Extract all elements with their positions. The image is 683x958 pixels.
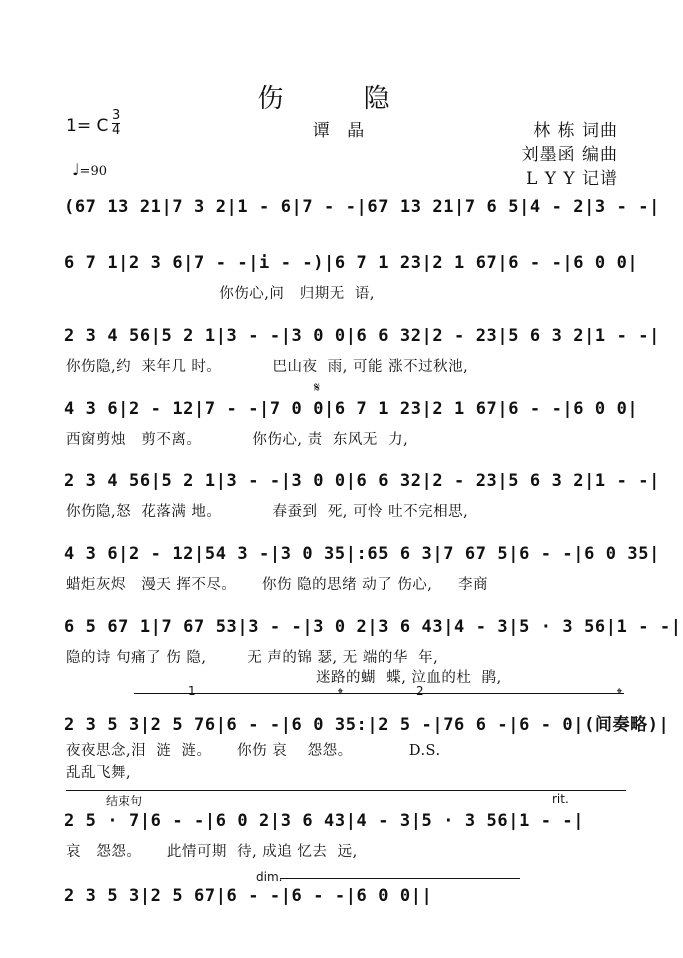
lyric-line-5: 你伤隐,怒 花落满 地。 春蚕到 死, 可怜 吐不完相思, xyxy=(66,504,469,520)
staff-line-6: 4 3 6|2 - 12|54 3 -|3 0 35|:65 6 3|7 67 5|6 - -|6 0 35| xyxy=(64,544,660,564)
lyric-line-3: 你伤隐,约 来年几 时。 巴山夜 雨, 可能 涨不过秋池, xyxy=(66,359,469,375)
transcriber: L Y Y 记谱 xyxy=(526,169,618,189)
lyric-line-9: 哀 怨怨。 此情可期 待, 成追 忆去 远, xyxy=(66,844,358,860)
dim-marking: dim. xyxy=(256,870,283,884)
lyric-line-4: 西窗剪烛 剪不离。 你伤心, 责 东风无 力, xyxy=(66,432,409,448)
lyricist-composer: 林 栋 词曲 xyxy=(533,121,618,141)
segno-icon: 𝄋 xyxy=(314,380,321,396)
quarter-note-icon: ♩ xyxy=(72,160,80,179)
lyric-line-6: 蜡炬灰烬 漫天 挥不尽。 你伤 隐的思绪 动了 伤心, 李商 xyxy=(66,577,488,593)
song-title: 伤 隐 xyxy=(257,84,426,114)
staff-line-3: 2 3 4 56|5 2 1|3 - -|3 0 0|6 6 32|2 - 23|5 6 3 2|1 - -| xyxy=(64,326,660,346)
arranger: 刘墨函 编曲 xyxy=(521,145,618,165)
lyric-line-8-alt: 乱乱飞舞, xyxy=(66,765,132,781)
staff-line-7: 6 5 67 1|7 67 53|3 - -|3 0 2|3 6 43|4 - 3|5 · 3 56|1 - -| xyxy=(64,617,682,637)
staff-line-5: 2 3 4 56|5 2 1|3 - -|3 0 0|6 6 32|2 - 23|5 6 3 2|1 - -| xyxy=(64,471,660,491)
staff-line-2: 6 7 1|2 3 6|7 - -|i - -)|6 7 1 23|2 1 67|6 - -|6 0 0| xyxy=(64,253,639,273)
meter-top: 3 xyxy=(112,108,121,123)
dim-line xyxy=(280,878,520,879)
staff-line-1: (67 13 21|7 3 2|1 - 6|7 - -|67 13 21|7 6 5|4 - 2|3 - -| xyxy=(64,197,660,217)
volta-bracket xyxy=(134,693,624,694)
lyric-line-8: 夜夜思念,泪 涟 涟。 你伤 哀 怨怨。 D.S. xyxy=(66,743,441,759)
meter-bottom: 4 xyxy=(112,123,121,138)
staff-line-10: 2 3 5 3|2 5 67|6 - -|6 - -|6 0 0|| xyxy=(64,886,433,906)
staff-line-4: 4 3 6|2 - 12|7 - -|7 0 0|6 7 1 23|2 1 67|6 - -|6 0 0| xyxy=(64,399,639,419)
tempo-marking xyxy=(72,160,107,179)
tempo-value: =90 xyxy=(79,164,107,179)
ending-bracket xyxy=(66,790,626,791)
staff-line-9: 2 5 · 7|6 - -|6 0 2|3 6 43|4 - 3|5 · 3 56|1 - -| xyxy=(64,811,585,831)
lyric-line-7: 隐的诗 句痛了 伤 隐, 无 声的锦 瑟, 无 端的华 年, xyxy=(66,650,439,666)
ending-label: 结束句 xyxy=(106,794,143,808)
lyric-line-7-alt: 迷路的蝴 蝶, 泣血的杜 鹃, xyxy=(316,670,502,686)
lyric-line-2: 你伤心,问 归期无 语, xyxy=(66,286,376,302)
staff-line-8: 2 3 5 3|2 5 76|6 - -|6 0 35:|2 5 -|76 6 -|6 - 0|(间奏略)| xyxy=(64,715,670,735)
coda-icon-end: 𝄌 xyxy=(617,686,622,702)
rit-marking: rit. xyxy=(552,792,569,806)
key-signature: 1= C xyxy=(66,116,109,136)
singer-name: 谭 晶 xyxy=(312,121,371,141)
volta-1: 1 xyxy=(188,684,196,698)
volta-2: 2 xyxy=(416,684,424,698)
coda-icon: 𝄌 xyxy=(338,686,343,702)
